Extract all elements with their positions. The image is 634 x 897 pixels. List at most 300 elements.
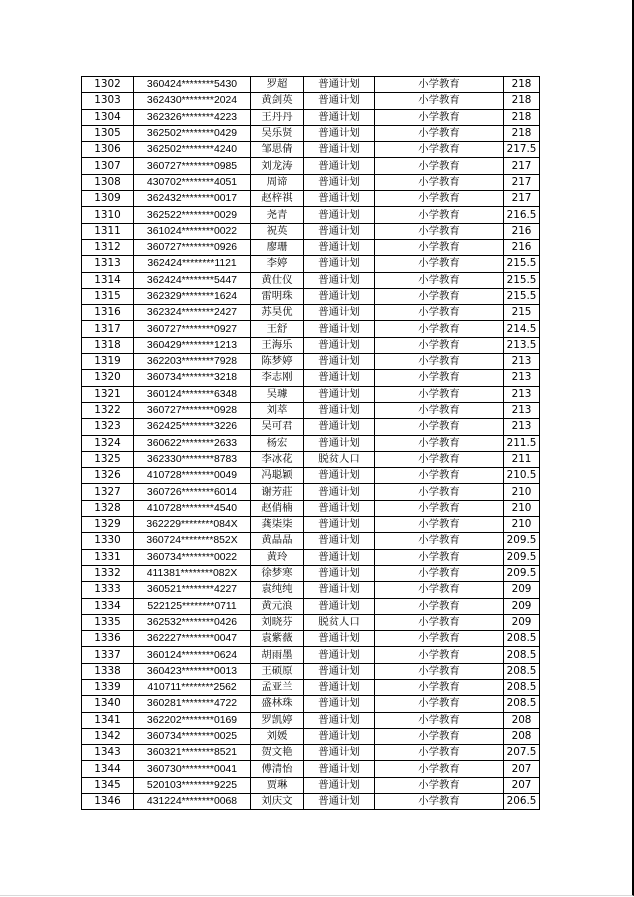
plan-type-cell: 普通计划 xyxy=(304,728,375,744)
major-cell: 小学教育 xyxy=(375,256,504,272)
score-cell: 213 xyxy=(504,402,540,418)
student-name-cell: 雷明珠 xyxy=(251,288,304,304)
id-number-cell: 360734********0022 xyxy=(134,549,251,565)
score-cell: 217.5 xyxy=(504,142,540,158)
student-name-cell: 王硕原 xyxy=(251,663,304,679)
row-number-cell: 1304 xyxy=(82,109,134,125)
score-cell: 210 xyxy=(504,517,540,533)
major-cell: 小学教育 xyxy=(375,386,504,402)
id-number-cell: 522125********0711 xyxy=(134,598,251,614)
plan-type-cell: 普通计划 xyxy=(304,386,375,402)
row-number-cell: 1308 xyxy=(82,174,134,190)
id-number-cell: 520103********9225 xyxy=(134,777,251,793)
table-row xyxy=(82,354,540,370)
id-number-cell: 362425********3226 xyxy=(134,419,251,435)
score-cell: 209 xyxy=(504,598,540,614)
student-name-cell: 祝英 xyxy=(251,223,304,239)
id-number-cell: 360734********0025 xyxy=(134,728,251,744)
row-number-cell: 1345 xyxy=(82,777,134,793)
id-number-cell: 360423********0013 xyxy=(134,663,251,679)
student-name-cell: 李志刚 xyxy=(251,370,304,386)
table-row xyxy=(82,272,540,288)
student-name-cell: 廖珊 xyxy=(251,239,304,255)
table-row xyxy=(82,419,540,435)
major-cell: 小学教育 xyxy=(375,500,504,516)
table-row xyxy=(82,549,540,565)
plan-type-cell: 普通计划 xyxy=(304,93,375,109)
score-cell: 207.5 xyxy=(504,745,540,761)
row-number-cell: 1335 xyxy=(82,614,134,630)
plan-type-cell: 普通计划 xyxy=(304,582,375,598)
score-cell: 216 xyxy=(504,223,540,239)
plan-type-cell: 普通计划 xyxy=(304,207,375,223)
score-cell: 217 xyxy=(504,191,540,207)
table-row xyxy=(82,663,540,679)
table-row xyxy=(82,598,540,614)
score-cell: 206.5 xyxy=(504,794,540,810)
table-row xyxy=(82,207,540,223)
student-name-cell: 李婷 xyxy=(251,256,304,272)
plan-type-cell: 普通计划 xyxy=(304,777,375,793)
id-number-cell: 362502********0429 xyxy=(134,125,251,141)
student-name-cell: 吴乐贤 xyxy=(251,125,304,141)
id-number-cell: 360734********3218 xyxy=(134,370,251,386)
major-cell: 小学教育 xyxy=(375,191,504,207)
plan-type-cell: 普通计划 xyxy=(304,321,375,337)
id-number-cell: 362424********1121 xyxy=(134,256,251,272)
row-number-cell: 1312 xyxy=(82,239,134,255)
admission-table-body xyxy=(82,77,540,810)
table-row xyxy=(82,679,540,695)
major-cell: 小学教育 xyxy=(375,77,504,93)
student-name-cell: 黄剑英 xyxy=(251,93,304,109)
table-row xyxy=(82,565,540,581)
student-name-cell: 李冰花 xyxy=(251,451,304,467)
student-name-cell: 王丹丹 xyxy=(251,109,304,125)
student-name-cell: 吴可君 xyxy=(251,419,304,435)
row-number-cell: 1336 xyxy=(82,631,134,647)
plan-type-cell: 普通计划 xyxy=(304,679,375,695)
row-number-cell: 1322 xyxy=(82,402,134,418)
score-cell: 209 xyxy=(504,614,540,630)
row-number-cell: 1343 xyxy=(82,745,134,761)
row-number-cell: 1342 xyxy=(82,728,134,744)
table-row xyxy=(82,533,540,549)
plan-type-cell: 普通计划 xyxy=(304,484,375,500)
plan-type-cell: 普通计划 xyxy=(304,77,375,93)
score-cell: 213 xyxy=(504,370,540,386)
id-number-cell: 360124********6348 xyxy=(134,386,251,402)
id-number-cell: 360281********4722 xyxy=(134,696,251,712)
major-cell: 小学教育 xyxy=(375,761,504,777)
plan-type-cell: 脱贫人口 xyxy=(304,614,375,630)
major-cell: 小学教育 xyxy=(375,565,504,581)
major-cell: 小学教育 xyxy=(375,93,504,109)
table-row xyxy=(82,712,540,728)
row-number-cell: 1331 xyxy=(82,549,134,565)
major-cell: 小学教育 xyxy=(375,582,504,598)
plan-type-cell: 普通计划 xyxy=(304,533,375,549)
plan-type-cell: 普通计划 xyxy=(304,517,375,533)
row-number-cell: 1338 xyxy=(82,663,134,679)
major-cell: 小学教育 xyxy=(375,663,504,679)
score-cell: 209.5 xyxy=(504,549,540,565)
major-cell: 小学教育 xyxy=(375,354,504,370)
score-cell: 213 xyxy=(504,419,540,435)
major-cell: 小学教育 xyxy=(375,174,504,190)
id-number-cell: 431224********0068 xyxy=(134,794,251,810)
major-cell: 小学教育 xyxy=(375,696,504,712)
id-number-cell: 410711********2562 xyxy=(134,679,251,695)
student-name-cell: 黄玲 xyxy=(251,549,304,565)
student-name-cell: 王舒 xyxy=(251,321,304,337)
id-number-cell: 430702********4051 xyxy=(134,174,251,190)
row-number-cell: 1346 xyxy=(82,794,134,810)
plan-type-cell: 普通计划 xyxy=(304,354,375,370)
plan-type-cell: 普通计划 xyxy=(304,794,375,810)
major-cell: 小学教育 xyxy=(375,402,504,418)
table-row xyxy=(82,745,540,761)
id-number-cell: 362522********0029 xyxy=(134,207,251,223)
row-number-cell: 1330 xyxy=(82,533,134,549)
score-cell: 208 xyxy=(504,728,540,744)
plan-type-cell: 普通计划 xyxy=(304,272,375,288)
id-number-cell: 362502********4240 xyxy=(134,142,251,158)
student-name-cell: 黄晶晶 xyxy=(251,533,304,549)
score-cell: 215.5 xyxy=(504,288,540,304)
id-number-cell: 360730********0041 xyxy=(134,761,251,777)
score-cell: 209.5 xyxy=(504,565,540,581)
table-row xyxy=(82,484,540,500)
table-row xyxy=(82,647,540,663)
major-cell: 小学教育 xyxy=(375,272,504,288)
student-name-cell: 刘庆文 xyxy=(251,794,304,810)
student-name-cell: 刘媛 xyxy=(251,728,304,744)
plan-type-cell: 脱贫人口 xyxy=(304,451,375,467)
id-number-cell: 360321********8521 xyxy=(134,745,251,761)
table-row xyxy=(82,109,540,125)
id-number-cell: 360124********0624 xyxy=(134,647,251,663)
table-row xyxy=(82,77,540,93)
table-row xyxy=(82,142,540,158)
major-cell: 小学教育 xyxy=(375,631,504,647)
major-cell: 小学教育 xyxy=(375,647,504,663)
score-cell: 209.5 xyxy=(504,533,540,549)
major-cell: 小学教育 xyxy=(375,468,504,484)
major-cell: 小学教育 xyxy=(375,451,504,467)
id-number-cell: 362424********5447 xyxy=(134,272,251,288)
major-cell: 小学教育 xyxy=(375,125,504,141)
student-name-cell: 尧青 xyxy=(251,207,304,223)
id-number-cell: 360429********1213 xyxy=(134,337,251,353)
student-name-cell: 龚柒柒 xyxy=(251,517,304,533)
major-cell: 小学教育 xyxy=(375,777,504,793)
row-number-cell: 1316 xyxy=(82,305,134,321)
major-cell: 小学教育 xyxy=(375,712,504,728)
table-row xyxy=(82,305,540,321)
student-name-cell: 邹思倩 xyxy=(251,142,304,158)
table-row xyxy=(82,191,540,207)
row-number-cell: 1340 xyxy=(82,696,134,712)
table-row xyxy=(82,321,540,337)
plan-type-cell: 普通计划 xyxy=(304,468,375,484)
student-name-cell: 贺文艳 xyxy=(251,745,304,761)
score-cell: 208.5 xyxy=(504,631,540,647)
id-number-cell: 362326********4223 xyxy=(134,109,251,125)
major-cell: 小学教育 xyxy=(375,484,504,500)
plan-type-cell: 普通计划 xyxy=(304,565,375,581)
plan-type-cell: 普通计划 xyxy=(304,500,375,516)
major-cell: 小学教育 xyxy=(375,288,504,304)
plan-type-cell: 普通计划 xyxy=(304,288,375,304)
id-number-cell: 362229********084X xyxy=(134,517,251,533)
id-number-cell: 362532********0426 xyxy=(134,614,251,630)
plan-type-cell: 普通计划 xyxy=(304,142,375,158)
table-row xyxy=(82,337,540,353)
student-name-cell: 王海乐 xyxy=(251,337,304,353)
id-number-cell: 360727********0926 xyxy=(134,239,251,255)
id-number-cell: 361024********0022 xyxy=(134,223,251,239)
plan-type-cell: 普通计划 xyxy=(304,337,375,353)
plan-type-cell: 普通计划 xyxy=(304,598,375,614)
score-cell: 218 xyxy=(504,93,540,109)
row-number-cell: 1329 xyxy=(82,517,134,533)
table-row xyxy=(82,451,540,467)
score-cell: 217 xyxy=(504,158,540,174)
student-name-cell: 袁紫薇 xyxy=(251,631,304,647)
table-row xyxy=(82,614,540,630)
id-number-cell: 362203********7928 xyxy=(134,354,251,370)
score-cell: 207 xyxy=(504,761,540,777)
id-number-cell: 360727********0985 xyxy=(134,158,251,174)
plan-type-cell: 普通计划 xyxy=(304,239,375,255)
table-row xyxy=(82,125,540,141)
row-number-cell: 1309 xyxy=(82,191,134,207)
row-number-cell: 1303 xyxy=(82,93,134,109)
score-cell: 211.5 xyxy=(504,435,540,451)
score-cell: 210 xyxy=(504,500,540,516)
score-cell: 208.5 xyxy=(504,647,540,663)
table-row xyxy=(82,696,540,712)
score-cell: 208 xyxy=(504,712,540,728)
score-cell: 218 xyxy=(504,125,540,141)
plan-type-cell: 普通计划 xyxy=(304,223,375,239)
student-name-cell: 陈梦婷 xyxy=(251,354,304,370)
table-row xyxy=(82,435,540,451)
student-name-cell: 徐梦寒 xyxy=(251,565,304,581)
score-cell: 210.5 xyxy=(504,468,540,484)
id-number-cell: 360727********0928 xyxy=(134,402,251,418)
id-number-cell: 410728********4540 xyxy=(134,500,251,516)
score-cell: 215 xyxy=(504,305,540,321)
table-row xyxy=(82,174,540,190)
student-name-cell: 罗超 xyxy=(251,77,304,93)
major-cell: 小学教育 xyxy=(375,549,504,565)
student-name-cell: 谢芳莊 xyxy=(251,484,304,500)
id-number-cell: 360724********852X xyxy=(134,533,251,549)
major-cell: 小学教育 xyxy=(375,679,504,695)
major-cell: 小学教育 xyxy=(375,142,504,158)
major-cell: 小学教育 xyxy=(375,321,504,337)
plan-type-cell: 普通计划 xyxy=(304,419,375,435)
score-cell: 208.5 xyxy=(504,696,540,712)
major-cell: 小学教育 xyxy=(375,337,504,353)
id-number-cell: 362202********0169 xyxy=(134,712,251,728)
major-cell: 小学教育 xyxy=(375,109,504,125)
table-row xyxy=(82,288,540,304)
student-name-cell: 赵梓祺 xyxy=(251,191,304,207)
score-cell: 213 xyxy=(504,386,540,402)
table-row xyxy=(82,777,540,793)
major-cell: 小学教育 xyxy=(375,435,504,451)
score-cell: 207 xyxy=(504,777,540,793)
id-number-cell: 360726********6014 xyxy=(134,484,251,500)
row-number-cell: 1311 xyxy=(82,223,134,239)
row-number-cell: 1332 xyxy=(82,565,134,581)
plan-type-cell: 普通计划 xyxy=(304,125,375,141)
plan-type-cell: 普通计划 xyxy=(304,174,375,190)
row-number-cell: 1341 xyxy=(82,712,134,728)
id-number-cell: 360521********4227 xyxy=(134,582,251,598)
row-number-cell: 1324 xyxy=(82,435,134,451)
row-number-cell: 1305 xyxy=(82,125,134,141)
table-row xyxy=(82,402,540,418)
student-name-cell: 杨宏 xyxy=(251,435,304,451)
id-number-cell: 411381********082X xyxy=(134,565,251,581)
table-row xyxy=(82,239,540,255)
student-name-cell: 胡雨墨 xyxy=(251,647,304,663)
row-number-cell: 1325 xyxy=(82,451,134,467)
row-number-cell: 1321 xyxy=(82,386,134,402)
student-name-cell: 黄元浪 xyxy=(251,598,304,614)
id-number-cell: 362430********2024 xyxy=(134,93,251,109)
student-name-cell: 孟亚兰 xyxy=(251,679,304,695)
table-row xyxy=(82,256,540,272)
row-number-cell: 1344 xyxy=(82,761,134,777)
row-number-cell: 1334 xyxy=(82,598,134,614)
table-row xyxy=(82,370,540,386)
row-number-cell: 1318 xyxy=(82,337,134,353)
plan-type-cell: 普通计划 xyxy=(304,712,375,728)
row-number-cell: 1307 xyxy=(82,158,134,174)
major-cell: 小学教育 xyxy=(375,794,504,810)
score-cell: 218 xyxy=(504,109,540,125)
student-name-cell: 周谛 xyxy=(251,174,304,190)
score-cell: 216 xyxy=(504,239,540,255)
student-name-cell: 刘龙涛 xyxy=(251,158,304,174)
major-cell: 小学教育 xyxy=(375,728,504,744)
plan-type-cell: 普通计划 xyxy=(304,745,375,761)
row-number-cell: 1302 xyxy=(82,77,134,93)
table-row xyxy=(82,794,540,810)
id-number-cell: 362324********2427 xyxy=(134,305,251,321)
plan-type-cell: 普通计划 xyxy=(304,696,375,712)
id-number-cell: 362330********8783 xyxy=(134,451,251,467)
major-cell: 小学教育 xyxy=(375,419,504,435)
student-name-cell: 吴璩 xyxy=(251,386,304,402)
table-row xyxy=(82,158,540,174)
score-cell: 214.5 xyxy=(504,321,540,337)
plan-type-cell: 普通计划 xyxy=(304,435,375,451)
id-number-cell: 410728********0049 xyxy=(134,468,251,484)
score-cell: 213 xyxy=(504,354,540,370)
major-cell: 小学教育 xyxy=(375,598,504,614)
score-cell: 215.5 xyxy=(504,256,540,272)
row-number-cell: 1333 xyxy=(82,582,134,598)
row-number-cell: 1314 xyxy=(82,272,134,288)
student-name-cell: 傅清怡 xyxy=(251,761,304,777)
score-cell: 218 xyxy=(504,77,540,93)
row-number-cell: 1339 xyxy=(82,679,134,695)
score-cell: 211 xyxy=(504,451,540,467)
id-number-cell: 360622********2633 xyxy=(134,435,251,451)
table-row xyxy=(82,631,540,647)
major-cell: 小学教育 xyxy=(375,239,504,255)
major-cell: 小学教育 xyxy=(375,158,504,174)
plan-type-cell: 普通计划 xyxy=(304,158,375,174)
score-cell: 217 xyxy=(504,174,540,190)
table-row xyxy=(82,223,540,239)
score-cell: 209 xyxy=(504,582,540,598)
student-name-cell: 冯聪颖 xyxy=(251,468,304,484)
major-cell: 小学教育 xyxy=(375,223,504,239)
score-cell: 213.5 xyxy=(504,337,540,353)
student-name-cell: 罗凯婷 xyxy=(251,712,304,728)
major-cell: 小学教育 xyxy=(375,517,504,533)
row-number-cell: 1328 xyxy=(82,500,134,516)
plan-type-cell: 普通计划 xyxy=(304,370,375,386)
plan-type-cell: 普通计划 xyxy=(304,109,375,125)
id-number-cell: 362329********1624 xyxy=(134,288,251,304)
plan-type-cell: 普通计划 xyxy=(304,631,375,647)
plan-type-cell: 普通计划 xyxy=(304,191,375,207)
plan-type-cell: 普通计划 xyxy=(304,305,375,321)
major-cell: 小学教育 xyxy=(375,745,504,761)
major-cell: 小学教育 xyxy=(375,614,504,630)
id-number-cell: 362227********0047 xyxy=(134,631,251,647)
plan-type-cell: 普通计划 xyxy=(304,647,375,663)
score-cell: 210 xyxy=(504,484,540,500)
admission-table xyxy=(81,76,540,810)
student-name-cell: 黄仕仪 xyxy=(251,272,304,288)
student-name-cell: 贾琳 xyxy=(251,777,304,793)
plan-type-cell: 普通计划 xyxy=(304,256,375,272)
plan-type-cell: 普通计划 xyxy=(304,663,375,679)
row-number-cell: 1310 xyxy=(82,207,134,223)
table-row xyxy=(82,500,540,516)
student-name-cell: 刘萃 xyxy=(251,402,304,418)
table-row xyxy=(82,93,540,109)
table-row xyxy=(82,468,540,484)
row-number-cell: 1315 xyxy=(82,288,134,304)
student-name-cell: 刘晓芬 xyxy=(251,614,304,630)
row-number-cell: 1327 xyxy=(82,484,134,500)
row-number-cell: 1337 xyxy=(82,647,134,663)
score-cell: 215.5 xyxy=(504,272,540,288)
student-name-cell: 赵俏楠 xyxy=(251,500,304,516)
id-number-cell: 360424********5430 xyxy=(134,77,251,93)
table-row xyxy=(82,386,540,402)
table-row xyxy=(82,761,540,777)
major-cell: 小学教育 xyxy=(375,305,504,321)
id-number-cell: 360727********0927 xyxy=(134,321,251,337)
major-cell: 小学教育 xyxy=(375,533,504,549)
row-number-cell: 1323 xyxy=(82,419,134,435)
row-number-cell: 1317 xyxy=(82,321,134,337)
major-cell: 小学教育 xyxy=(375,370,504,386)
score-cell: 216.5 xyxy=(504,207,540,223)
table-row xyxy=(82,582,540,598)
